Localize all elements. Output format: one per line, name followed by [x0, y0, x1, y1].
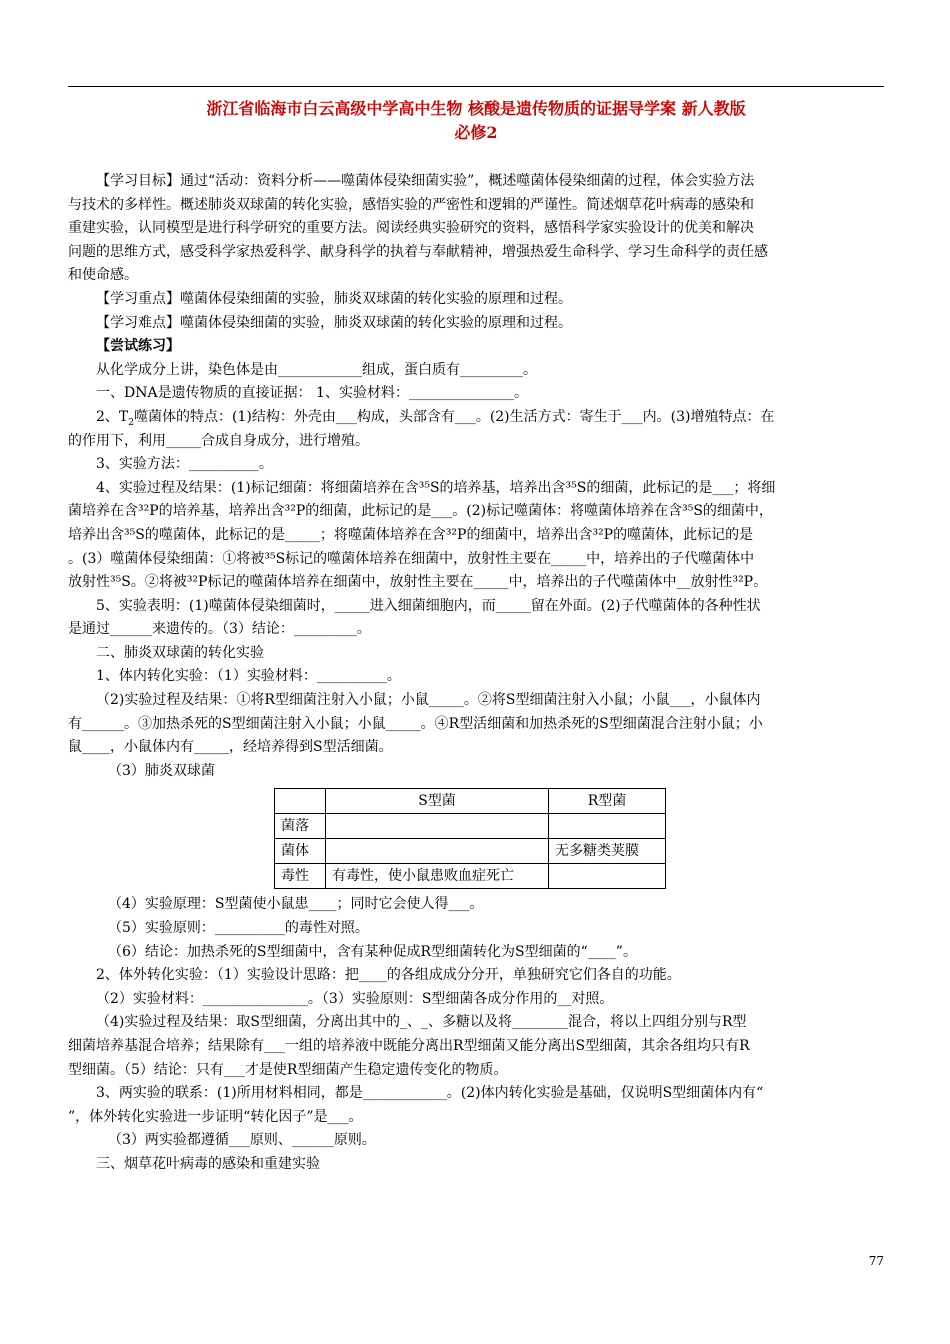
table-row	[275, 814, 666, 839]
table-header-row	[275, 789, 666, 814]
document-title	[68, 97, 884, 145]
objectives-line: 问题的思维方式，感受科学家热爱科学、献身科学的执着与奉献精神，增强热爱生命科学、学习生命科学的责任感	[68, 243, 768, 260]
table-cell	[549, 814, 666, 839]
text-line: 放射性³⁵S。②将被³²P标记的噬菌体培养在细菌中，放射性主要在_____中，培养出的子代噬菌体中__放射性³²P。	[68, 574, 768, 591]
title-line-2: 必修2	[454, 123, 498, 142]
section-heading: 二、肺炎双球菌的转化实验	[96, 644, 264, 661]
practice-heading: 【尝试练习】	[96, 338, 180, 355]
document-body	[68, 170, 884, 1177]
table-cell	[549, 864, 666, 889]
text-line: 5、实验表明：(1)噬菌体侵染细菌时，_____进入细菌细胞内，而_____留在外面。(2)子代噬菌体的各种性状	[96, 597, 761, 614]
table-cell: 毒性	[275, 864, 326, 889]
text-line: 培养出含³⁵S的噬菌体，此标记的是_____；将噬菌体培养在含³²P的细菌中，培养出含³²P的噬菌体，此标记的是	[68, 526, 754, 543]
table-cell	[326, 814, 549, 839]
text-line: （4）实验原理：S型菌使小鼠患____；同时它会使人得___。	[108, 896, 484, 913]
text-line: 的作用下，利用_____合成自身成分，进行增殖。	[68, 432, 369, 449]
title-line-1: 浙江省临海市白云高级中学高中生物 核酸是遗传物质的证据导学案 新人教版	[206, 99, 746, 118]
section-heading: 三、烟草花叶病毒的感染和重建实验	[96, 1155, 320, 1172]
key-point: 【学习重点】噬菌体侵染细菌的实验，肺炎双球菌的转化实验的原理和过程。	[96, 290, 572, 307]
table-cell: 菌落	[275, 814, 326, 839]
objectives-line: 【学习目标】通过“活动：资料分析——噬菌体侵染细菌实验”，概述噬菌体侵染细菌的过程，体会实验方法	[96, 173, 755, 189]
table-cell: 无多糖类荚膜	[549, 839, 666, 864]
table-cell: 有毒性，使小鼠患败血症死亡	[326, 864, 549, 889]
table-cell: R型菌	[549, 789, 666, 814]
text-line: 是通过______来遗传的。（3）结论：_________。	[68, 621, 371, 638]
table-cell	[275, 789, 326, 814]
header-rule	[68, 86, 884, 87]
text-line: 。(3）噬菌体侵染细菌：①将被³⁵S标记的噬菌体培养在细菌中，放射性主要在_____中，培养出的子代噬菌体中	[68, 550, 755, 567]
text-line: 3、两实验的联系：(1)所用材料相同，都是____________。(2)体内转化实验是基础，仅说明S型细菌体内有“	[96, 1085, 764, 1102]
table-row	[275, 839, 666, 864]
table-row	[275, 864, 666, 889]
text-line: 2、$T_2$噬菌体的特点：(1)结构：外壳由___构成，头部含有___。(2)生活方式：寄生于___内。(3)增殖特点：在	[96, 408, 775, 428]
text-line: 细菌培养基混合培养；结果除有___一组的培养液中既能分离出R型细菌又能分离出S型细菌，其余各组均只有R	[68, 1038, 750, 1054]
text-line: （2)实验过程及结果：①将R型细菌注射入小鼠；小鼠_____。②将S型细菌注射入小鼠；小鼠___，小鼠体内	[96, 692, 761, 709]
table-cell: 菌体	[275, 839, 326, 864]
text-line: 鼠____，小鼠体内有_____，经培养得到S型活细菌。	[68, 739, 393, 756]
text-line: （4)实验过程及结果：取S型细菌，分离出其中的_、_、多糖以及将________混合，将以上四组分别与R型	[96, 1014, 747, 1031]
text-line: 1、体内转化实验：（1）实验材料：__________。	[96, 668, 401, 685]
text-line: 3、实验方法：__________。	[96, 456, 273, 473]
text-line: 从化学成分上讲，染色体是由____________组成，蛋白质有_________。	[96, 361, 537, 378]
page-number: 77	[868, 1254, 884, 1268]
text-line: （2）实验材料：_______________。（3）实验原则：S型细菌各成分作用的__对照。	[96, 990, 614, 1007]
objectives-line: 与技术的多样性。概述肺炎双球菌的转化实验，感悟实验的严密性和逻辑的严谨性。简述烟草花叶病毒的感染和	[68, 196, 754, 213]
text-line: 2、体外转化实验：（1）实验设计思路：把____的各组成成分分开，单独研究它们各自的功能。	[96, 967, 681, 984]
text-line: ”，体外转化实验进一步证明“转化因子”是___。	[68, 1108, 363, 1125]
text-line: （3）肺炎双球菌	[108, 762, 215, 779]
difficulty: 【学习难点】噬菌体侵染细菌的实验，肺炎双球菌的转化实验的原理和过程。	[96, 314, 572, 331]
text-line: 一、DNA是遗传物质的直接证据： 1、实验材料：_______________。	[96, 385, 528, 402]
table-cell	[326, 839, 549, 864]
text-line: 型细菌。（5）结论：只有___才是使R型细菌产生稳定遗传变化的物质。	[68, 1061, 508, 1078]
text-line: （6）结论：加热杀死的S型细菌中，含有某种促成R型细菌转化为S型细菌的“____”。	[108, 943, 637, 960]
text-line: 4、实验过程及结果：(1)标记细菌：将细菌培养在含³⁵S的培养基，培养出含³⁵S的细菌，此标记的是___；将细	[96, 479, 776, 496]
objectives-line: 重建实验，认同模型是进行科学研究的重要方法。阅读经典实验研究的资料，感悟科学家实验设计的优美和解决	[68, 220, 754, 237]
text-line: （3）两实验都遵循___原则、______原则。	[108, 1132, 376, 1149]
table-cell: S型菌	[326, 789, 549, 814]
text-line: 菌培养在含³²P的培养基，培养出含³²P的细菌，此标记的是___。(2)标记噬菌体：将噬菌体培养在含³⁵S的细菌中，	[68, 503, 773, 520]
text-line: 有______。③加热杀死的S型细菌注射入小鼠；小鼠_____。④R型活细菌和加热杀死的S型细菌混合注射小鼠；小	[68, 715, 763, 732]
text-line: （5）实验原则：__________的毒性对照。	[108, 920, 369, 937]
objectives-line: 和使命感。	[68, 267, 138, 284]
bacteria-comparison-table	[274, 788, 666, 889]
